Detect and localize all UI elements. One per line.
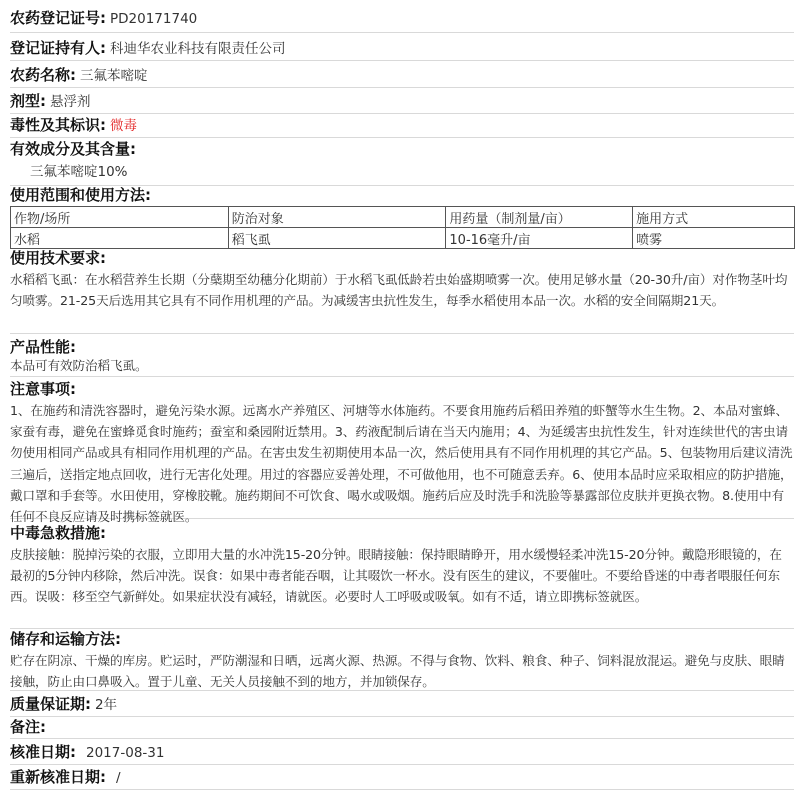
approval-date-value: 2017-08-31 (86, 745, 165, 761)
ingredient-label: 有效成分及其含量: (10, 140, 136, 158)
holder-value: 科迪华农业科技有限责任公司 (110, 41, 286, 57)
usage-cell-method: 喷雾 (633, 228, 795, 249)
reapproval-date-label: 重新核准日期: (10, 768, 106, 786)
usage-cell-crop: 水稻 (11, 228, 229, 249)
usage-cell-dosage: 10-16毫升/亩 (446, 228, 633, 249)
approval-date-label: 核准日期: (10, 743, 76, 761)
shelf-life-value: 2年 (95, 697, 118, 713)
shelf-life-label: 质量保证期: (10, 695, 91, 713)
notes-label: 注意事项: (10, 380, 76, 398)
remarks-label: 备注: (10, 718, 46, 736)
holder-label: 登记证持有人: (10, 39, 106, 57)
usage-cell-target: 稻飞虱 (228, 228, 446, 249)
reg-no-row (10, 4, 794, 33)
remarks-row (10, 716, 794, 739)
holder-row (10, 36, 794, 61)
ingredient-row (10, 137, 794, 186)
performance-text: 本品可有效防治稻飞虱。 (10, 358, 148, 373)
usage-table-header-row (11, 207, 795, 228)
approval-date-row (10, 740, 794, 765)
usage-header-target: 防治对象 (228, 207, 446, 228)
tech-label: 使用技术要求: (10, 249, 106, 267)
usage-header-crop: 作物/场所 (11, 207, 229, 228)
first-aid-label: 中毒急救措施: (10, 524, 106, 542)
performance-section (10, 336, 794, 377)
name-row (10, 63, 794, 88)
storage-label: 储存和运输方法: (10, 630, 121, 648)
form-label: 剂型: (10, 92, 46, 110)
notes-section (10, 378, 794, 525)
notes-text: 1、在施药和清洗容器时，避免污染水源。远离水产养殖区、河塘等水体施药。不要食用施药后稻田养殖的虾蟹等水生生物。2、本品对蜜蜂、家蚕有毒，避免在蜜蜂觅食时施药；蚕室和桑园附近禁用。3、药液配制后请在当天内施用；4、为延缓害虫抗性发生，针对连续世代的害虫请勿使用相同产品或具有相同作用机理的产品。在害虫发生初期使用本品一次，然后使用具有不同作用机理的其它产品。5、包装物用后建议清洗三遍后，送指定地点回收，进行无害化处理。用过的容器应妥善处理，不可做他用，也不可随意丢弃。6、使用本品时应采取相应的防护措施，戴口罩和手套等。水田使用，穿橡胶靴。施药期间不可饮食、喝水或吸烟。施药后应及时洗手和洗脸等暴露部位皮肤并更换衣物。8.使用中有任何不良反应请及时携标签就医。 (10, 403, 793, 525)
table-row (11, 228, 795, 249)
storage-section (10, 628, 794, 691)
usage-header-method: 施用方式 (633, 207, 795, 228)
toxicity-row (10, 113, 794, 138)
form-row (10, 89, 794, 114)
usage-table (10, 206, 795, 249)
usage-label: 使用范围和使用方法: (10, 186, 151, 204)
reapproval-date-value: / (116, 770, 121, 786)
reg-no-label: 农药登记证号: (10, 9, 106, 27)
ingredient-value: 三氟苯嘧啶10% (30, 164, 128, 180)
name-value: 三氟苯嘧啶 (80, 68, 148, 84)
storage-text: 贮存在阴凉、干燥的库房。贮运时，严防潮湿和日晒，远离火源、热源。不得与食物、饮料、粮食、种子、饲料混放混运。避免与皮肤、眼睛接触，防止由口鼻吸入。置于儿童、无关人员接触不到的地方，并加锁保存。 (10, 653, 785, 690)
toxicity-label: 毒性及其标识: (10, 116, 106, 134)
tech-text: 水稻稻飞虱：在水稻营养生长期（分蘖期至幼穗分化期前）于水稻飞虱低龄若虫始盛期喷雾一次。使用足够水量（20-30升/亩）对作物茎叶均匀喷雾。21-25天后选用其它具有不同作用机理的产品。为减缓害虫抗性发生，每季水稻使用本品一次。水稻的安全间隔期21天。 (10, 272, 788, 309)
shelf-life-row (10, 692, 794, 717)
form-value: 悬浮剂 (50, 94, 91, 110)
usage-header-dosage: 用药量（制剂量/亩） (446, 207, 633, 228)
first-aid-section (10, 522, 794, 629)
name-label: 农药名称: (10, 66, 76, 84)
reapproval-date-row (10, 765, 794, 790)
first-aid-text: 皮肤接触：脱掉污染的衣服，立即用大量的水冲洗15-20分钟。眼睛接触：保持眼睛睁开，用水缓慢轻柔冲洗15-20分钟。戴隐形眼镜的，在最初的5分钟内移除，然后冲洗。误食：如果中毒者能吞咽，让其啜饮一杯水。没有医生的建议，不要催吐。不要给昏迷的中毒者喂服任何东西。误吸：移至空气新鲜处。如果症状没有减轻，请就医。必要时人工呼吸或吸氧。如有不适，请立即携标签就医。 (10, 547, 782, 605)
performance-label: 产品性能: (10, 338, 76, 356)
usage-row (10, 184, 794, 206)
tech-section (10, 247, 794, 334)
reg-no-value: PD20171740 (110, 11, 198, 27)
toxicity-value: 微毒 (110, 118, 137, 134)
